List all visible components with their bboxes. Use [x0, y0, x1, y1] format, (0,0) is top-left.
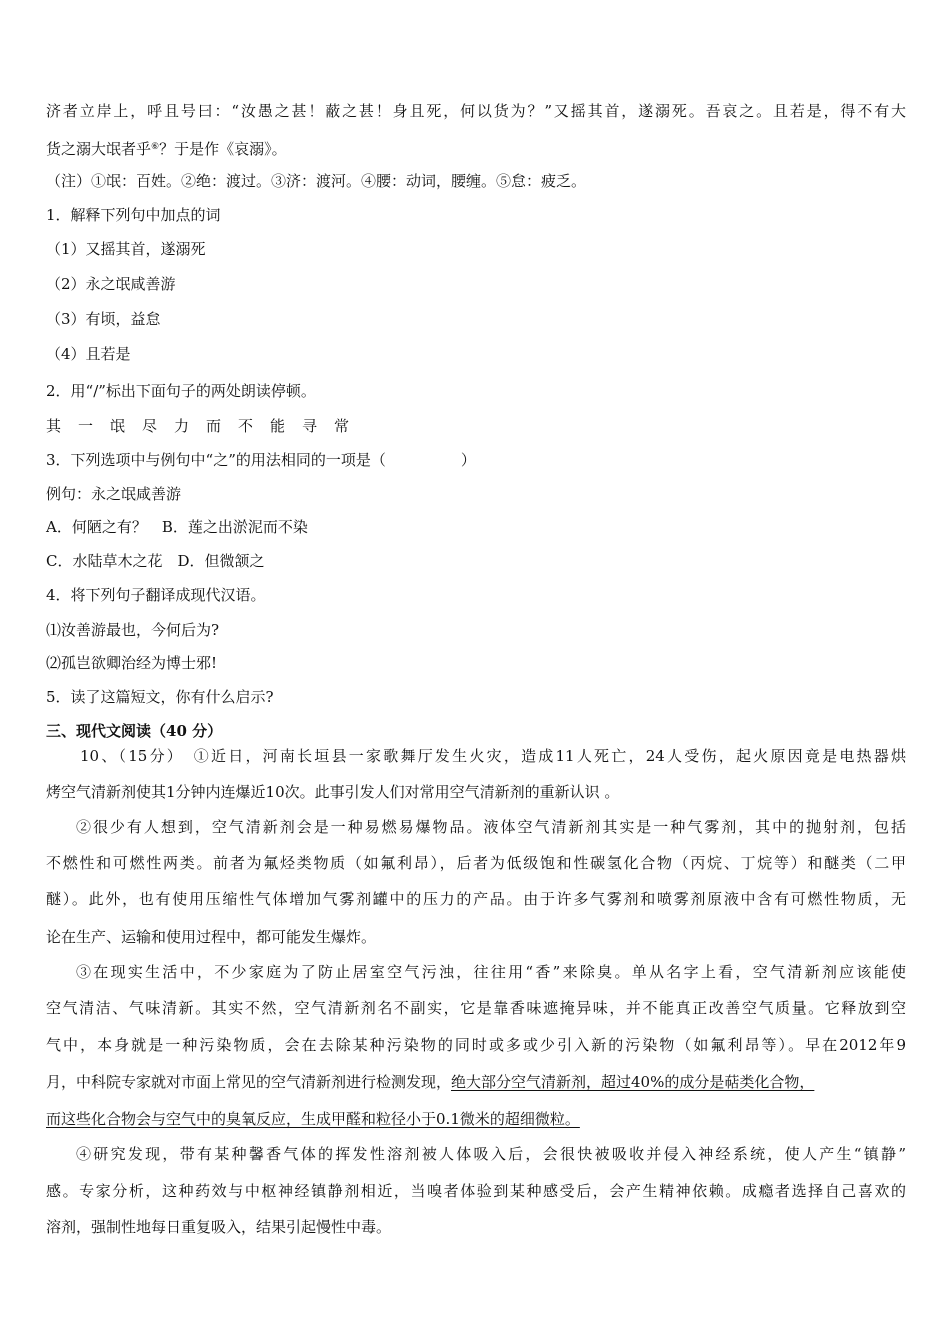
underlined-sentence: 绝大部分空气清新剂，超过40%的成分是萜类化合物，	[451, 1073, 815, 1091]
question-4-item: ⑴汝善游最也，今何后为?	[46, 621, 220, 639]
paragraph-3-line	[46, 1071, 906, 1093]
question-4: 4．将下列句子翻译成现代汉语。	[46, 586, 266, 604]
paragraph-4-line: 溶剂，强制性地每日重复吸入，结果引起慢性中毒。	[46, 1218, 392, 1236]
paragraph-4-line: 感。专家分析，这种药效与中枢神经镇静剂相近，当嗅者体验到某种感受后，会产生精神依赖。成瘾者选择自己喜欢的	[46, 1182, 906, 1200]
classical-text-fragment: 货之溺大氓者乎	[46, 140, 152, 158]
classical-text-line: 济者立岸上，呼且号曰：“汝愚之甚！蔽之甚！身且死，何以货为？”又摇其首，遂溺死。吾哀之。且若是，得不有大	[46, 102, 906, 120]
paragraph-2-line: 醚）。此外，也有使用压缩性气体增加气雾剂罐中的压力的产品。由于许多气雾剂和喷雾剂原液中含有可燃性物质，无	[46, 890, 906, 908]
question-2-sentence: 其一氓尽力而不能寻常	[46, 417, 367, 435]
annotation-note: （注）①氓：百姓。②绝：渡过。③济：渡河。④腰：动词，腰缠。⑤怠：疲乏。	[46, 172, 587, 190]
question-3: 3．下列选项中与例句中“之”的用法相同的一项是（ ）	[46, 451, 476, 469]
question-1-item: （1）又摇其首，遂溺死	[46, 240, 206, 258]
question-1-item: （2）永之氓咸善游	[46, 275, 176, 293]
paragraph-2-line: 不燃性和可燃性两类。前者为氟烃类物质（如氟利昂），后者为低级饱和性碳氢化合物（丙烷、丁烷等）和醚类（二甲	[46, 854, 906, 872]
paragraph-4-line: ④研究发现，带有某种馨香气体的挥发性溶剂被人体吸入后，会很快被吸收并侵入神经系统，使人产生“镇静”	[76, 1145, 906, 1163]
question-3-options-ab: A．何陋之有？ B．莲之出淤泥而不染	[46, 518, 308, 536]
question-1-item: （3）有顷，益怠	[46, 310, 161, 328]
classical-text-fragment: ？于是作《哀溺》。	[159, 140, 287, 158]
footnote-marker: ⑥	[151, 142, 160, 152]
paragraph-1-line: 烤空气清新剂使其1分钟内连爆近10次。此事引发人们对常用空气清新剂的重新认识 。	[46, 783, 620, 801]
section-heading: 三、现代文阅读（40 分）	[46, 722, 223, 740]
question-2: 2．用“/”标出下面句子的两处朗读停顿。	[46, 382, 316, 400]
paragraph-3-line: 空气清洁、气味清新。其实不然，空气清新剂名不副实，它是靠香味遮掩异味，并不能真正改善空气质量。它释放到空	[46, 999, 906, 1017]
question-4-item: ⑵孤岂欲卿治经为博士邪!	[46, 654, 218, 672]
question-5: 5．读了这篇短文，你有什么启示?	[46, 688, 274, 706]
paragraph-3-text: 月，中科院专家就对市面上常见的空气清新剂进行检测发现，	[46, 1073, 452, 1091]
paragraph-2-line: 论在生产、运输和使用过程中，都可能发生爆炸。	[46, 928, 377, 946]
paragraph-3-line	[46, 1108, 906, 1130]
paragraph-3-line: 气中，本身就是一种污染物质，会在去除某种污染物的同时或多或少引入新的污染物（如氟利昂等）。早在2012年9	[46, 1036, 906, 1054]
question-3-example: 例句：永之氓咸善游	[46, 485, 182, 503]
question-3-options-cd: C．水陆草木之花 D．但微颔之	[46, 552, 265, 570]
classical-text-line	[46, 136, 906, 160]
question-1-item: （4）且若是	[46, 345, 131, 363]
paragraph-1-line: 10、（15分） ①近日，河南长垣县一家歌舞厅发生火灾，造成11人死亡，24人受伤，起火原因竟是电热器烘	[80, 747, 906, 765]
underlined-sentence: 而这些化合物会与空气中的臭氧反应，生成甲醛和粒径小于0.1微米的超细微粒。	[46, 1110, 580, 1128]
question-1: 1．解释下列句中加点的词	[46, 206, 221, 224]
paragraph-3-line: ③在现实生活中，不少家庭为了防止居室空气污浊，往往用“香”来除臭。单从名字上看，空气清新剂应该能使	[76, 963, 906, 981]
paragraph-2-line: ②很少有人想到，空气清新剂会是一种易燃易爆物品。液体空气清新剂其实是一种气雾剂，其中的抛射剂，包括	[76, 818, 906, 836]
